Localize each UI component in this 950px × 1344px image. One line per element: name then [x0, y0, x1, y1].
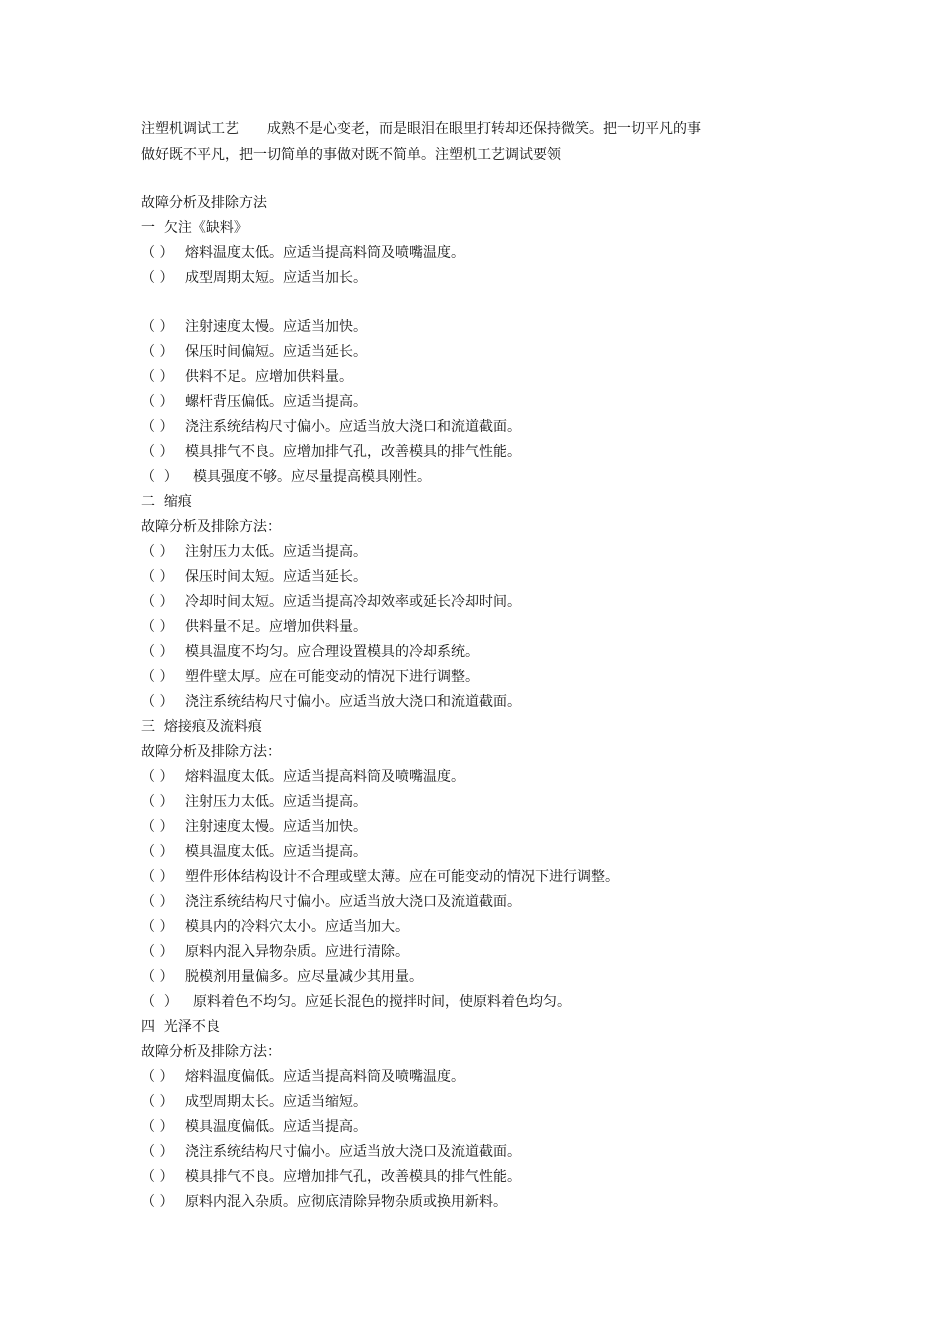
- item-text: 成型周期太长。应适当缩短。: [185, 1094, 367, 1110]
- list-item: [141, 365, 821, 390]
- item-marker: （ ）: [141, 944, 174, 960]
- item-text: 保压时间太短。应适当延长。: [185, 569, 367, 585]
- item-text: 螺杆背压偏低。应适当提高。: [185, 394, 367, 410]
- item-text: 注射压力太低。应适当提高。: [185, 544, 367, 560]
- item-marker: （ ）: [141, 694, 174, 710]
- item-marker: （ ）: [141, 419, 174, 435]
- item-marker: （ ）: [141, 919, 174, 935]
- item-text: 模具温度不均匀。应合理设置模具的冷却系统。: [185, 644, 479, 660]
- list-item: [141, 440, 821, 465]
- item-marker: （ ）: [141, 569, 174, 585]
- list-item: [141, 266, 821, 291]
- item-marker: （ ）: [141, 994, 178, 1010]
- item-marker: （ ）: [141, 869, 174, 885]
- item-text: 成型周期太短。应适当加长。: [185, 270, 367, 286]
- list-item: [141, 590, 821, 615]
- list-item: [141, 665, 821, 690]
- item-text: 模具排气不良。应增加排气孔，改善模具的排气性能。: [185, 444, 521, 460]
- item-text: 原料内混入异物杂质。应进行清除。: [185, 944, 409, 960]
- list-item: [141, 790, 821, 815]
- list-item: [141, 1190, 821, 1215]
- item-marker: （ ）: [141, 544, 174, 560]
- item-marker: （ ）: [141, 619, 174, 635]
- item-marker: （ ）: [141, 344, 174, 360]
- item-text: 塑件形体结构设计不合理或壁太薄。应在可能变动的情况下进行调整。: [185, 869, 619, 885]
- item-text: 注射速度太慢。应适当加快。: [185, 819, 367, 835]
- item-text: 浇注系统结构尺寸偏小。应适当放大浇口及流道截面。: [185, 1144, 521, 1160]
- item-marker: （ ）: [141, 270, 174, 286]
- list-item: [141, 965, 821, 990]
- section-subtitle: 故障分析及排除方法：: [141, 1044, 281, 1060]
- list-item: [141, 690, 821, 715]
- list-item: [141, 865, 821, 890]
- list-item: [141, 1065, 821, 1090]
- item-text: 模具温度偏低。应适当提高。: [185, 1119, 367, 1135]
- list-item: [141, 840, 821, 865]
- list-item: [141, 340, 821, 365]
- item-marker: （ ）: [141, 969, 174, 985]
- list-item: [141, 540, 821, 565]
- item-text: 原料内混入杂质。应彻底清除异物杂质或换用新料。: [185, 1194, 507, 1210]
- item-text: 脱模剂用量偏多。应尽量减少其用量。: [185, 969, 423, 985]
- item-text: 熔料温度偏低。应适当提高料筒及喷嘴温度。: [185, 1069, 465, 1085]
- list-item: [141, 1140, 821, 1165]
- item-text: 保压时间偏短。应适当延长。: [185, 344, 367, 360]
- list-item: [141, 640, 821, 665]
- item-text: 熔料温度太低。应适当提高料筒及喷嘴温度。: [185, 245, 465, 261]
- item-text: 供料不足。应增加供料量。: [185, 369, 353, 385]
- list-item: [141, 990, 821, 1015]
- item-text: 模具温度太低。应适当提高。: [185, 844, 367, 860]
- item-marker: （ ）: [141, 669, 174, 685]
- list-item: [141, 615, 821, 640]
- list-item: [141, 1115, 821, 1140]
- section-subtitle: 故障分析及排除方法：: [141, 519, 281, 535]
- item-marker: （ ）: [141, 369, 174, 385]
- section-title: 一 欠注《缺料》: [141, 220, 248, 236]
- item-text: 冷却时间太短。应适当提高冷却效率或延长冷却时间。: [185, 594, 521, 610]
- item-marker: （ ）: [141, 245, 174, 261]
- list-item: [141, 390, 821, 415]
- section-title: 三 熔接痕及流料痕: [141, 719, 262, 735]
- item-marker: （ ）: [141, 1194, 174, 1210]
- item-marker: （ ）: [141, 819, 174, 835]
- document-page: [141, 116, 821, 1215]
- item-text: 注射速度太慢。应适当加快。: [185, 319, 367, 335]
- item-marker: （ ）: [141, 1169, 174, 1185]
- item-marker: （ ）: [141, 444, 174, 460]
- item-text: 塑件壁太厚。应在可能变动的情况下进行调整。: [185, 669, 479, 685]
- intro-line-1: 注塑机调试工艺 成熟不是心变老，而是眼泪在眼里打转却还保持微笑。把一切平凡的事: [141, 121, 701, 137]
- list-item: [141, 915, 821, 940]
- list-item: [141, 765, 821, 790]
- item-text: 模具强度不够。应尽量提高模具刚性。: [193, 469, 431, 485]
- list-item: [141, 1090, 821, 1115]
- item-marker: （ ）: [141, 1069, 174, 1085]
- item-marker: （ ）: [141, 394, 174, 410]
- intro-line-2: 做好既不平凡，把一切简单的事做对既不简单。注塑机工艺调试要领: [141, 147, 561, 163]
- item-text: 浇注系统结构尺寸偏小。应适当放大浇口及流道截面。: [185, 894, 521, 910]
- list-item: [141, 815, 821, 840]
- item-marker: （ ）: [141, 319, 174, 335]
- item-text: 模具排气不良。应增加排气孔，改善模具的排气性能。: [185, 1169, 521, 1185]
- list-item: [141, 415, 821, 440]
- item-marker: （ ）: [141, 594, 174, 610]
- list-item: [141, 241, 821, 266]
- list-item: [141, 890, 821, 915]
- item-text: 供料量不足。应增加供料量。: [185, 619, 367, 635]
- list-item: [141, 940, 821, 965]
- section-title: 二 缩痕: [141, 494, 192, 510]
- item-marker: （ ）: [141, 1119, 174, 1135]
- section-subtitle: 故障分析及排除方法：: [141, 744, 281, 760]
- list-item: [141, 1165, 821, 1190]
- section-title: 四 光泽不良: [141, 1019, 220, 1035]
- spacer: [141, 291, 821, 315]
- item-marker: （ ）: [141, 769, 174, 785]
- item-text: 注射压力太低。应适当提高。: [185, 794, 367, 810]
- list-item: [141, 315, 821, 340]
- item-marker: （ ）: [141, 644, 174, 660]
- item-text: 熔料温度太低。应适当提高料筒及喷嘴温度。: [185, 769, 465, 785]
- item-marker: （ ）: [141, 1094, 174, 1110]
- item-marker: （ ）: [141, 1144, 174, 1160]
- list-item: [141, 565, 821, 590]
- item-marker: （ ）: [141, 894, 174, 910]
- item-marker: （ ）: [141, 844, 174, 860]
- item-text: 浇注系统结构尺寸偏小。应适当放大浇口和流道截面。: [185, 419, 521, 435]
- item-text: 模具内的冷料穴太小。应适当加大。: [185, 919, 409, 935]
- list-item: [141, 465, 821, 490]
- item-text: 原料着色不均匀。应延长混色的搅拌时间，使原料着色均匀。: [193, 994, 571, 1010]
- section-heading: 故障分析及排除方法: [141, 195, 267, 211]
- item-text: 浇注系统结构尺寸偏小。应适当放大浇口和流道截面。: [185, 694, 521, 710]
- spacer: [141, 168, 821, 191]
- item-marker: （ ）: [141, 794, 174, 810]
- item-marker: （ ）: [141, 469, 178, 485]
